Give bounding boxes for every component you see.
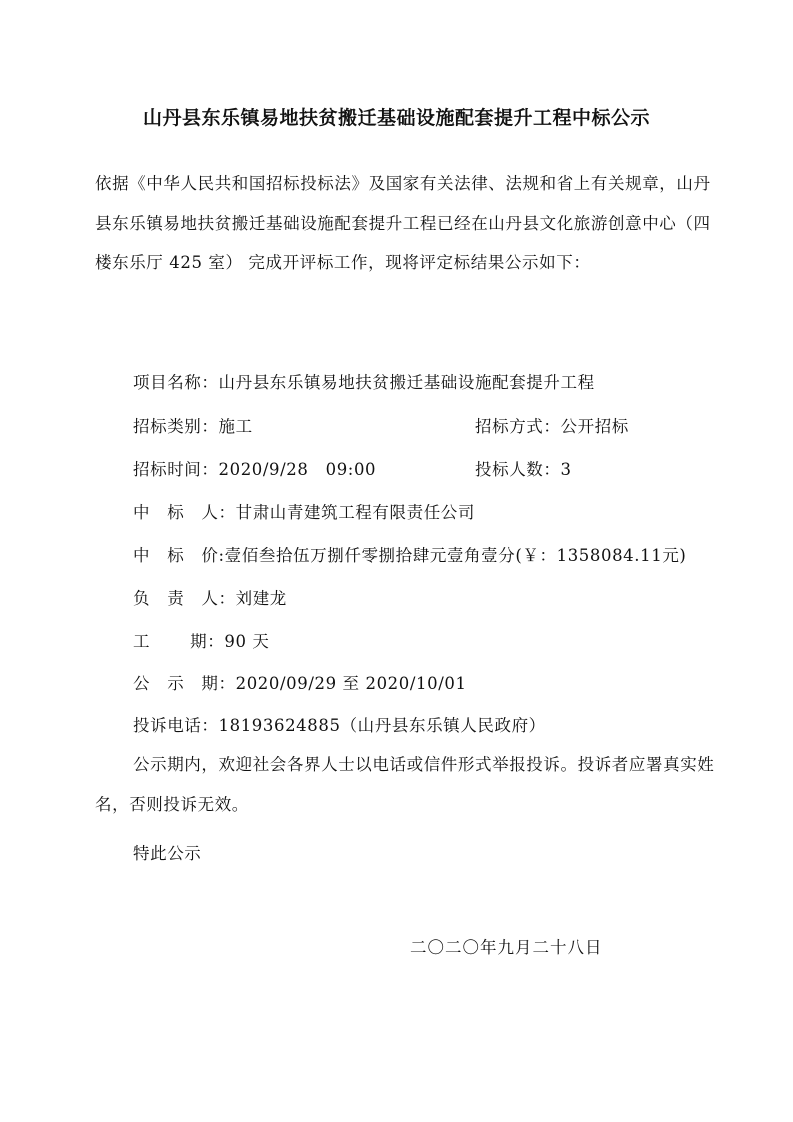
field-bid-method: 招标方式：公开招标 <box>475 417 629 436</box>
field-responsible: 负 责 人：刘建龙 <box>133 589 287 608</box>
document-date: 二〇二〇年九月二十八日 <box>410 938 603 957</box>
field-complaint-phone: 投诉电话：18193624885（山丹县东乐镇人民政府） <box>133 716 546 735</box>
closing-text: 特此公示 <box>133 844 202 863</box>
field-publicity-period: 公 示 期：2020/09/29 至 2020/10/01 <box>133 674 467 693</box>
field-duration: 工 期：90 天 <box>133 632 270 651</box>
field-winner: 中 标 人：甘肃山青建筑工程有限责任公司 <box>133 503 475 522</box>
notice-paragraph: 公示期内，欢迎社会各界人士以电话或信件形式举报投诉。投诉者应署真实姓名，否则投诉无效。 <box>95 755 715 814</box>
field-bidder-count: 投标人数：3 <box>475 460 572 479</box>
field-bid-time: 招标时间：2020/9/28 09:00 <box>133 460 377 479</box>
field-bid-category: 招标类别：施工 <box>133 417 253 436</box>
document-title: 山丹县东乐镇易地扶贫搬迁基础设施配套提升工程中标公示 <box>142 107 650 129</box>
field-price: 中 标 价:壹佰叁拾伍万捌仟零捌拾肆元壹角壹分(￥：1358084.11元) <box>133 546 687 565</box>
intro-paragraph: 依据《中华人民共和国招标投标法》及国家有关法律、法规和省上有关规章，山丹县东乐镇易地扶贫搬迁基础设施配套提升工程已经在山丹县文化旅游创意中心（四楼东乐厅 425 室） 完成开评标工作，现将评定标结果公示如下： <box>95 174 711 272</box>
field-project-name: 项目名称：山丹县东乐镇易地扶贫搬迁基础设施配套提升工程 <box>133 373 595 392</box>
